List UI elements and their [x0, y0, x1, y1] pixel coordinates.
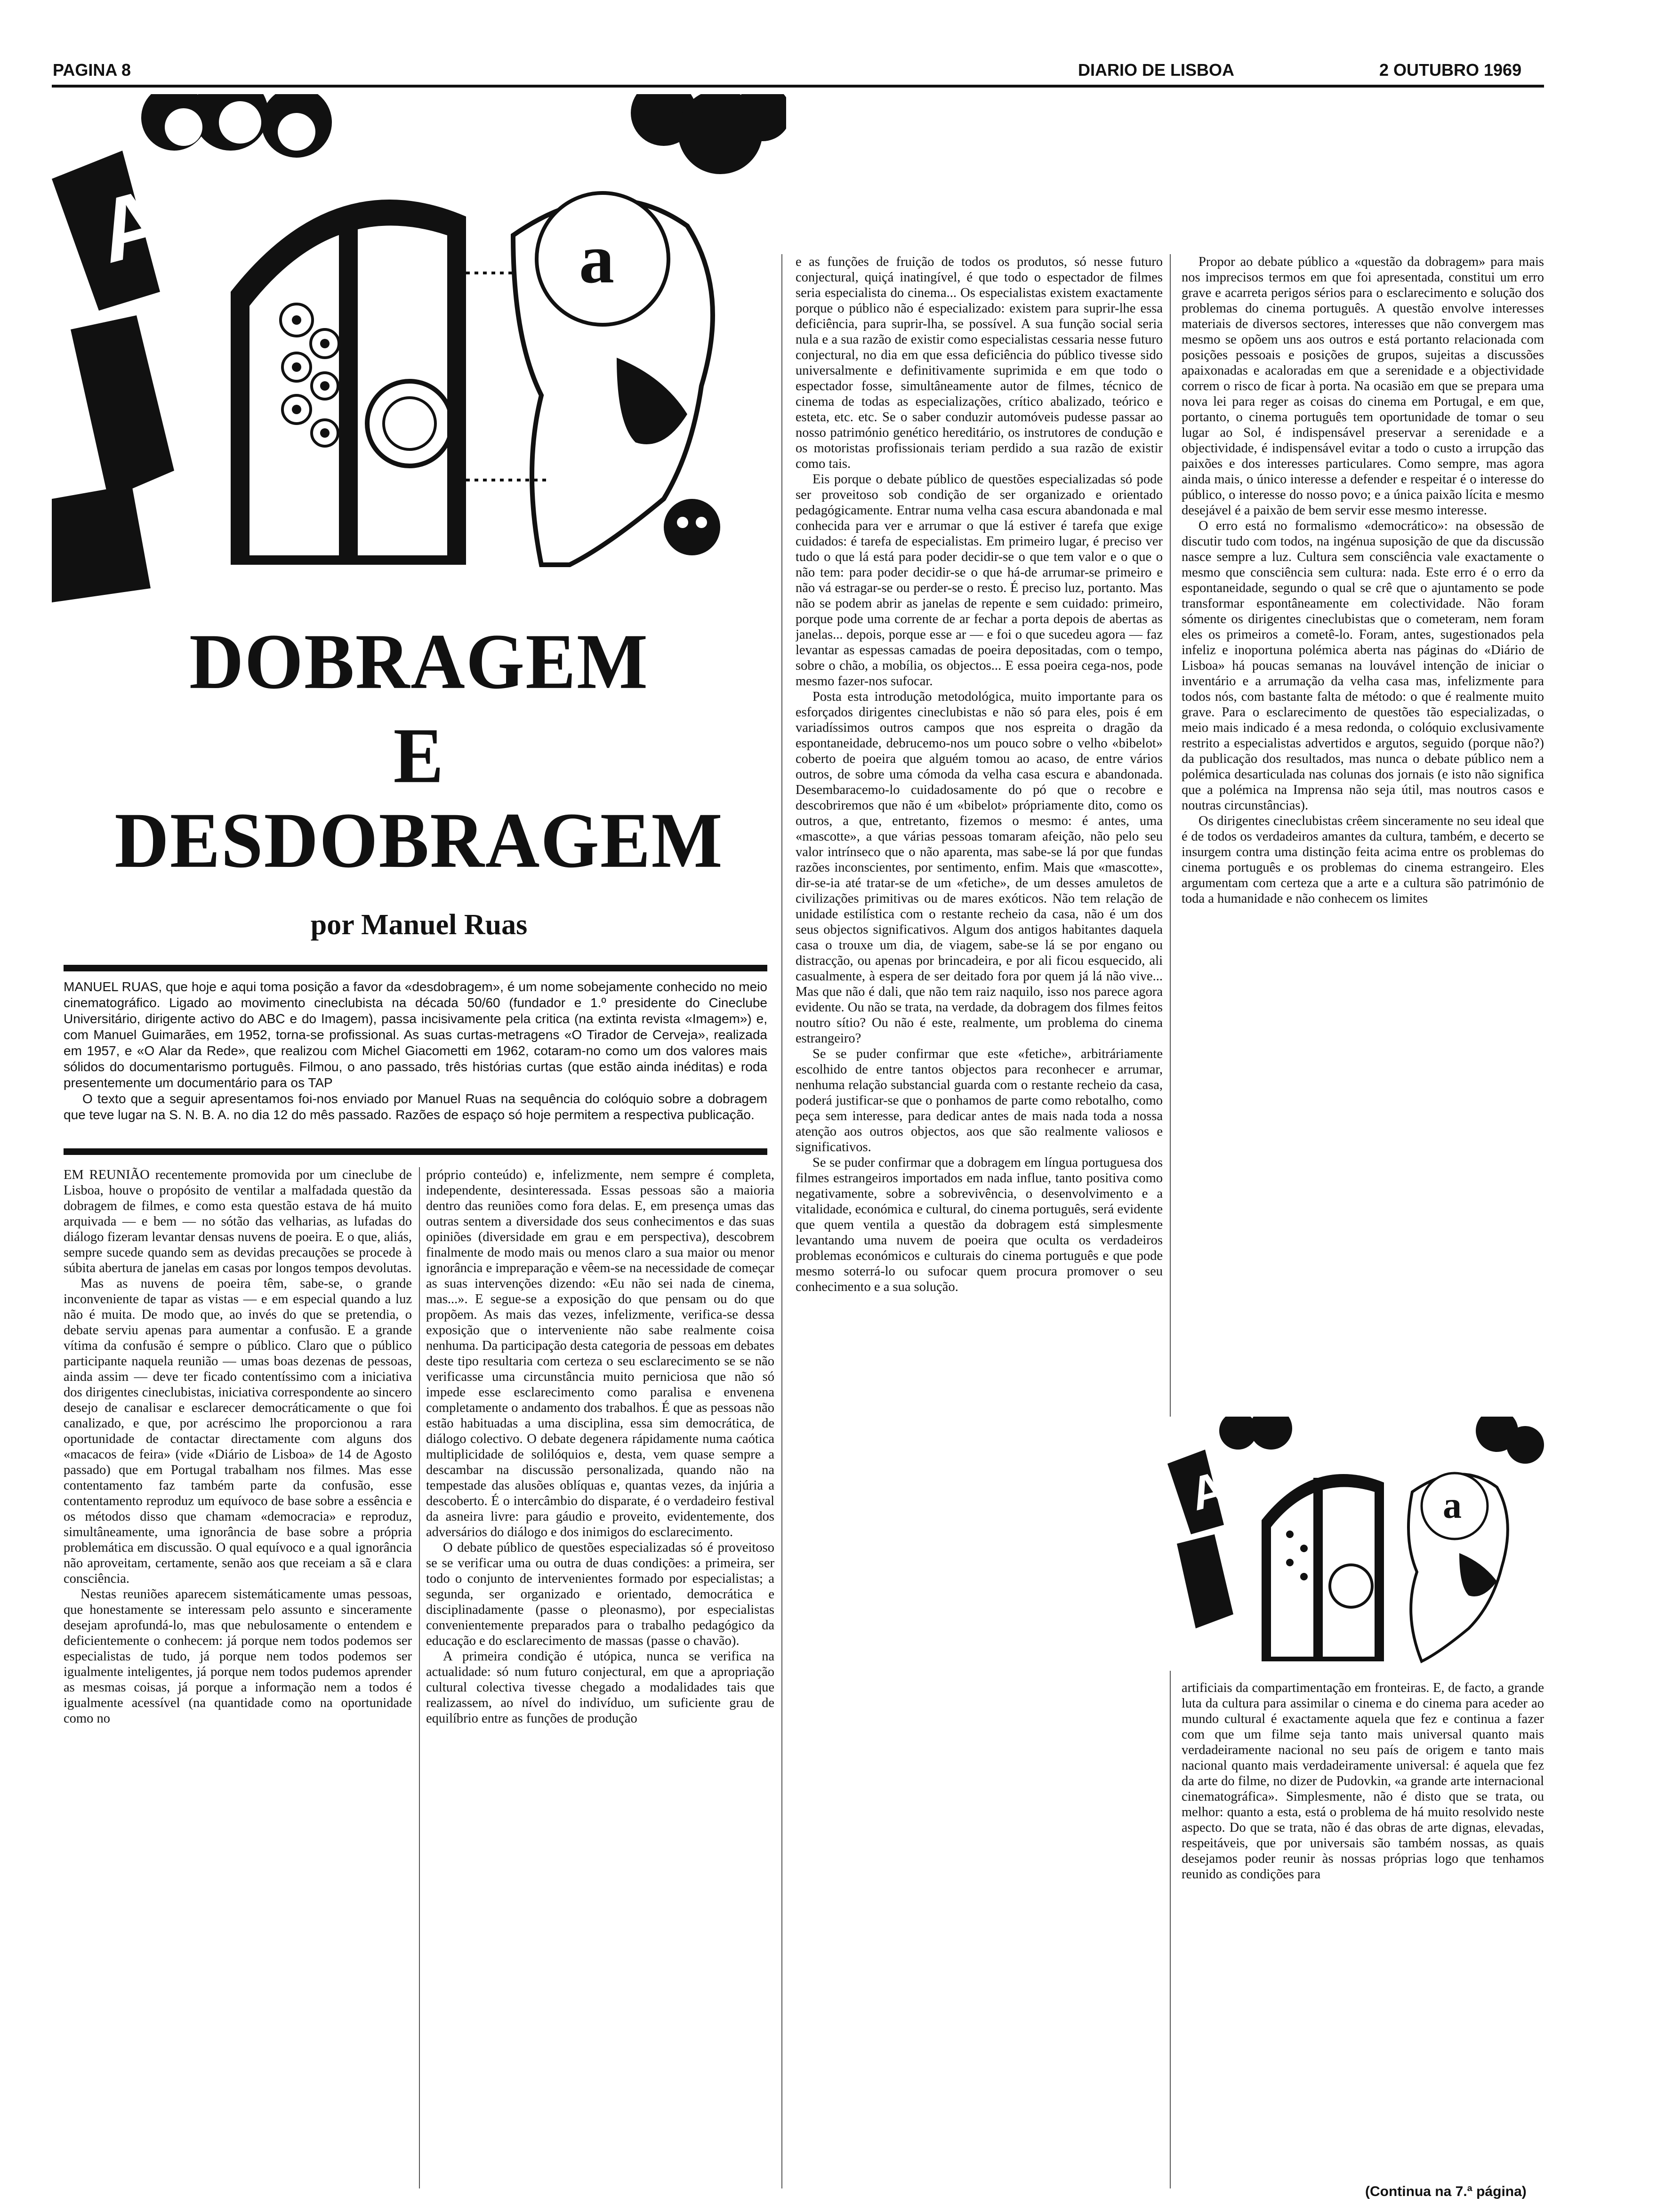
headline-line-1: DOBRAGEM [189, 617, 649, 705]
col2-paragraph-1: próprio conteúdo) e, infelizmente, nem sempre é completa, independente, desinteressada. Essas pessoas são a maioria dentro das reuniões como fora delas. E, em presença umas das outras sentem a diversidade dos seus conhecimentos e das suas opiniões (diversidade em grau e em perspectiva), descobrem finalmente de modo mais ou menos claro a sua maior ou menor ignorância e impreparação e vêem-se na necessidade de começar as suas intervenções dizendo: «Eu não sei nada de cinema, mas...». E segue-se a exposição do que pensam ou do que propõem. As mais das vezes, infelizmente, verifica-se dessa exposição que o interveniente não sabe realmente coisa nenhuma. Da participação desta categoria de pessoas em debates deste tipo resultaria com certeza o seu esclarecimento se se não verificasse uma circunstância muito perniciosa que não só impede esse esclarecimento como paralisa e envenena completamente o andamento dos trabalhos. É que as pessoas não estão habituadas a uma disciplina, essa sim democrática, de diálogo colectivo. O debate degenera rápidamente numa caótica multiplicidade de solilóquios e, desta, vem quase sempre a descambar na discussão personalizada, quando não na tempestade das alusões oblíquas e, quantas vezes, da injúria a descoberto. É o intercâmbio do disparate, é o verdadeiro festival da asneira livre: para gáudio e proveito, evidentemente, dos adversários do diálogo e dos inimigos do esclarecimento. [426, 1168, 774, 1539]
continued-note: (Continua na 7.ª página) [1365, 2184, 1527, 2199]
col3-paragraph-2: Eis porque o debate público de questões especializadas só pode ser proveitoso sob condição de ser organizado e orientado pedagógicamente. Entrar numa velha casa escura abandonada e mal conhecida para ver e arrumar o que lá estiver é tarefa que exige cuidados: é tarefa de especialistas. Em primeiro lugar, é preciso ver tudo o que lá está para poder decidir-se o que tem valor e o que o não tem: para poder decidir-se o que há-de arrumar-se primeiro e não vá estragar-se ou perder-se o resto. É preciso luz, portanto. Mas não se podem abrir as janelas de repente e sem cuidado: primeiro, porque pode uma corrente de ar fechar a porta depois de abertas as janelas... depois, porque esse ar — e foi o que sucedeu agora — faz levantar as espessas camadas de poeira depositadas, com o tempo, sobre o chão, a mobília, os objectos... E essa poeira cega-nos, pode mesmo fazer-nos sufocar. [796, 472, 1163, 689]
column-2 [426, 1167, 774, 2203]
intro-paragraph-2: O texto que a seguir apresentamos foi-nos enviado por Manuel Ruas na sequência do colóquio sobre a dobragem que teve lugar na S. N. B. A. no dia 12 do mês passado. Razões de espaço só hoje permitem a respectiva publicação. [64, 1091, 767, 1122]
svg-text:A: A [1184, 1461, 1231, 1521]
header-rule [52, 85, 1544, 88]
col4-paragraph-1: Propor ao debate público a «questão da dobragem» para mais nos imprecisos termos em que foi apresentada, constitui um erro grave e acarreta perigos sérios para o esclarecimento e solução dos problemas do cinema português. A questão envolve interesses materiais de diversos sectores, interesses que não convergem mas mesmo se opõem uns aos outros e está portanto relacionada com posições pessoais e posições de grupos, sujeitas a discussões apaixonadas e acaloradas em que a serenidade e a objectividade correm o risco de ficar à porta. Na ocasião em que se prepara uma nova lei para reger as coisas do cinema em Portugal, e em que, portanto, o cinema português tem oportunidade de tomar o seu lugar ao Sol, é indispensável preservar a serenidade e a objectividade, é indispensável evitar a todo o custo a irrupção das paixões e dos interesses particulares. Como sempre, mas agora ainda mais, o único interesse a defender e respeitar é o interesse do público, o interesse do nosso povo; e a única paixão lícita e mesmo desejável é a paixão de bem servir esse mesmo interesse. [1182, 255, 1544, 518]
column-divider-2 [781, 254, 782, 2188]
column-3 [796, 254, 1163, 2193]
byline: por Manuel Ruas [310, 909, 528, 941]
svg-text:A: A [87, 169, 176, 282]
cartoon-illustration-small [1167, 1417, 1544, 1671]
col1-paragraph-2: Mas as nuvens de poeira têm, sabe-se, o grande inconveniente de tapar as vistas — e em especial quando a luz não é muita. De modo que, ao invés do que se pretendia, o debate serviu apenas para aumentar a confusão. E a grande vítima da confusão é sempre o público. Claro que o público participante naquela reunião — umas boas dezenas de pessoas, ainda assim — deve ter ficado contentíssimo com a iniciativa dos dirigentes cineclubistas, iniciativa correspondente ao sincero desejo de canalisar e esclarecer democráticamente o que foi canalizado, e que, por acréscimo lhe proporcionou a rara oportunidade de contactar directamente com alguns dos «macacos de feira» (vide «Diário de Lisboa» de 14 de Agosto passado) que em Portugal trabalham nos filmes. Mas esse contentamento faz também parte da confusão, esse contentamento reproduz um equívoco de base sobre a essência e os métodos disso que chamam «democracia» e reproduz, simultâneamente, uma ignorância de base sobre a própria problemática em discussão. O qual equívoco e a qual ignorância não aproveitam, certamente, senão aos que receiam a sã e clara consciência. [64, 1276, 412, 1586]
col3-paragraph-4: Se se puder confirmar que este «fetiche», arbitráriamente escolhido de entre tantos objectos para reconhecer e arrumar, nenhuma relação substancial guarda com o restante recheio da casa, poderá justificar-se que o ponhamos de parte como rebotalho, como peça sem interesse, para dedicar antes de mais nada toda a nossa atenção aos outros objectos, aos que são realmente valiosos e significativos. [796, 1047, 1163, 1154]
col3-paragraph-1: e as funções de fruição de todos os produtos, só nesse futuro conjectural, quiçá inatingível, é que todo o espectador de filmes seria especialista do cinema... Os especialistas existem exactamente porque o público não é especializado: existem para suprir-lhe essa deficiência, para suprir-lha, se possível. A sua função social seria nula e a sua razão de existir como especialistas cessaria nesse futuro conjectural, no dia em que essa deficiência do público tivesse sido universalmente e definitivamente suprimida e em que todo o espectador fosse, simultâneamente autor de filmes, técnico de cinema de todas as especializações, crítico abalizado, teórico e esteta, etc. etc. Se o saber conduzir automóveis pudesse passar ao nosso património genético hereditário, os instrutores de condução e os motoristas profissionais teriam perdido a sua razão de existir como tais. [796, 255, 1163, 471]
headline-line-2: E [393, 711, 445, 800]
col3-paragraph-5: Se se puder confirmar que a dobragem em língua portuguesa dos filmes estrangeiros importados em nada influe, tanto positiva como negativamente, sobre a sobrevivência, o desenvolvimento e a vitalidade, económica e cultural, do cinema português, será evidente que quem ventila a questão da dobragem está simplesmente levantando uma nuvem de poeira que oculta os verdadeiros problemas económicos e culturais do cinema português e que pode mesmo soterrá-lo ou sufocar quem procura promover o seu conhecimento e a sua solução. [796, 1155, 1163, 1294]
intro-box [64, 979, 767, 1123]
col2-paragraph-3: A primeira condição é utópica, nunca se verifica na actualidade: só num futuro conjectural, em que a apropriação cultural colectiva tivesse chegado a modalidades tais que realizassem, ao nível do indivíduo, um suficiente grau de equilíbrio entre as funções de produção [426, 1649, 774, 1726]
column-4-top [1182, 254, 1544, 1398]
col2-paragraph-2: O debate público de questões especializadas só é proveitoso se se verificar uma ou outra de duas condições: a primeira, ser todo o conjunto de intervenientes formado por especialistas; a segunda, ser organizado e orientado, democrática e disciplinadamente (passe o pleonasmo), por especialistas convenientemente preparados para o trabalho pedagógico da educação e do esclarecimento de massas (passe o chavão). [426, 1540, 774, 1648]
col4b-paragraph-1: artificiais da compartimentação em fronteiras. E, de facto, a grande luta da cultura para assimilar o cinema e do cinema para aceder ao mundo cultural é exactamente aquela que fez e continua a fazer com que um filme seja tanto mais universal quanto mais verdadeiramente nacional no seu país de origem e tanto mais nacional quanto mais verdadeiramente universal: é aquela que fez da arte do filme, no dizer de Pudovkin, «a grande arte internacional cinematográfica». Simplesmente, não é disto que se trata, ou melhor: quanto a esta, está o problema de há muito resolvido neste aspecto. Do que se trata, não é das obras de arte dignas, elevadas, respeitáveis, que por universais são também nossas, as quais desejamos poder reunir às nossas próprias logo que tenhamos reunido as condições para [1182, 1681, 1544, 1882]
intro-paragraph-1: MANUEL RUAS, que hoje e aqui toma posição a favor da «desdobragem», é um nome sobejamente conhecido no meio cinematográfico. Ligado ao movimento cineclubista na década 50/60 (fundador e 1.º presidente do Cineclube Universitário, dirigente activo do ABC e do Imagem), passa incisivamente pela critica (na extinta revista «Imagem») e, com Manuel Guimarães, em 1952, torna-se profissional. As suas curtas-metragens «O Tirador de Cerveja», realizada em 1957, e «O Alar da Rede», que realizou com Michel Giacometti em 1962, cotaram-no como um dos valores mais sólidos do documentarismo português. Filmou, o ano passado, três histórias curtas (que estão ainda inéditas) e roda presentemente um documentário para os TAP [64, 979, 767, 1090]
col1-paragraph-3: Nestas reuniões aparecem sistemáticamente umas pessoas, que honestamente se interessam pelo assunto e sinceramente desejam aprofundá-lo, mas que nebulosamente o entendem e deficientemente o conhecem: já porque nem todos podemos ser especialistas de tudo, já porque nem todos podemos ser igualmente inteligentes, já porque nem todos pudemos aprender as mesmas coisas, já porque a informação nem a todos é igualmente acessível (na quantidade como na oportunidade como no [64, 1587, 412, 1726]
col3-paragraph-3: Posta esta introdução metodológica, muito importante para os esforçados dirigentes cineclubistas e não só para eles, pois é em variadíssimos outros campos que nos espreita o dragão da espontaneidade, debrucemo-nos um pouco sobre o velho «bibelot» coberto de poeira que alguém tomou ao acaso, de entre vários outros, de sobre uma cómoda da velha casa escura e abandonada. Desembaracemo-lo cuidadosamente do pó que o recobre e descobriremos que não é um «bibelot» própriamente dito, como os outros, a que, entretanto, fizemos o mesmo: é antes, uma «mascotte», a que várias pessoas tomaram afeição, não pelo seu valor intrínseco que o não aparenta, mas sabe-se lá por que fundas razões inconscientes, por sentimento, enfim. Mais que «mascotte», dir-se-ia até tratar-se de um «fetiche», de um desses amuletos de civilizações primitivas ou de mares exóticos. Não tem relação de unidade estilística com o restante recheio da casa, não é um dos seus objectos significativos. Algum dos antigos habitantes daquela casa o trouxe um dia, de viagem, sabe-se lá se por engano ou distracção, ou apenas por brincadeira, e por ali ficou esquecido, ali casualmente, à espera de ser deitado fora por quem já lá não vive... Mas que não é dali, que não tem raiz naquilo, isso nos parece agora evidente. Ou não se trata, na verdade, da dobragem dos filmes feitos noutro sítio? Ou não é este, realmente, um problema do cinema estrangeiro? [796, 689, 1163, 1046]
intro-bottom-rule [64, 1148, 767, 1155]
col4-paragraph-2: O erro está no formalismo «democrático»: na obsessão de discutir tudo com todos, na ingénua suposição de que da discussão nasce sempre a luz. Cultura sem consciência vale exactamente o mesmo que consciência sem cultura: nada. Este erro é o erro da espontaneidade, segundo o qual se crê que o ajuntamento se pode transformar espontâneamente em colectividade. Não foram sómente os dirigentes cineclubistas que o cometeram, nem foram eles os primeiros a cometê-lo. Foram, antes, sugestionados pela infeliz e inoportuna polémica aberta nas páginas do «Diário de Lisboa» há poucas semanas na louvável intenção de iniciar o inventário e a arrumação da velha casa mas, infelizmente para todos nós, com bastante falta de método: o que é realmente muito grave. Para o esclarecimento de questões tão especializadas, o meio mais indicado é a mesa redonda, o colóquio exclusivamente restrito a especialistas advertidos e argutos, seguido (porque não?) da publicação dos resultados, mas nunca o debate público nem a polémica desarticulada nas colunas dos jornais (e isto não significa que a polémica na Imprensa não seja útil, mas noutros casos e noutras circunstâncias). [1182, 519, 1544, 813]
column-1 [64, 1167, 412, 2203]
issue-date: 2 OUTUBRO 1969 [1379, 60, 1522, 80]
cartoon-illustration [52, 94, 786, 602]
intro-top-rule [64, 965, 767, 971]
column-4-bottom [1182, 1680, 1544, 2188]
col1-paragraph-1: EM REUNIÃO recentemente promovida por um cineclube de Lisboa, houve o propósito de ventilar a malfadada questão da dobragem de filmes, e como esta questão estava de há muito arquivada — e bem — no sótão das velharias, as lufadas do diálogo fizeram levantar densas nuvens de poeira. E o que, aliás, sempre sucede quando sem as devidas precauções se procede à súbita abertura de janelas em casas por longos tempos devolutas. [64, 1168, 412, 1275]
column-divider-3 [1170, 254, 1171, 2188]
newspaper-name: DIARIO DE LISBOA [1078, 60, 1235, 80]
col4-paragraph-3: Os dirigentes cineclubistas crêem sinceramente no seu ideal que é de todos os verdadeiros amantes da cultura, também, e decerto se insurgem contra uma distinção feita acima entre os problemas do cinema português e os problemas do cinema estrangeiro. Eles argumentam com certeza que a arte e a cultura são património de toda a humanidade e não conhecem os limites [1182, 814, 1544, 906]
page-number: PAGINA 8 [53, 60, 131, 80]
svg-text:a: a [1443, 1485, 1462, 1526]
svg-text:a: a [579, 220, 614, 298]
column-divider-1 [419, 1167, 420, 2188]
headline-line-3: DESDOBRAGEM [114, 796, 724, 884]
